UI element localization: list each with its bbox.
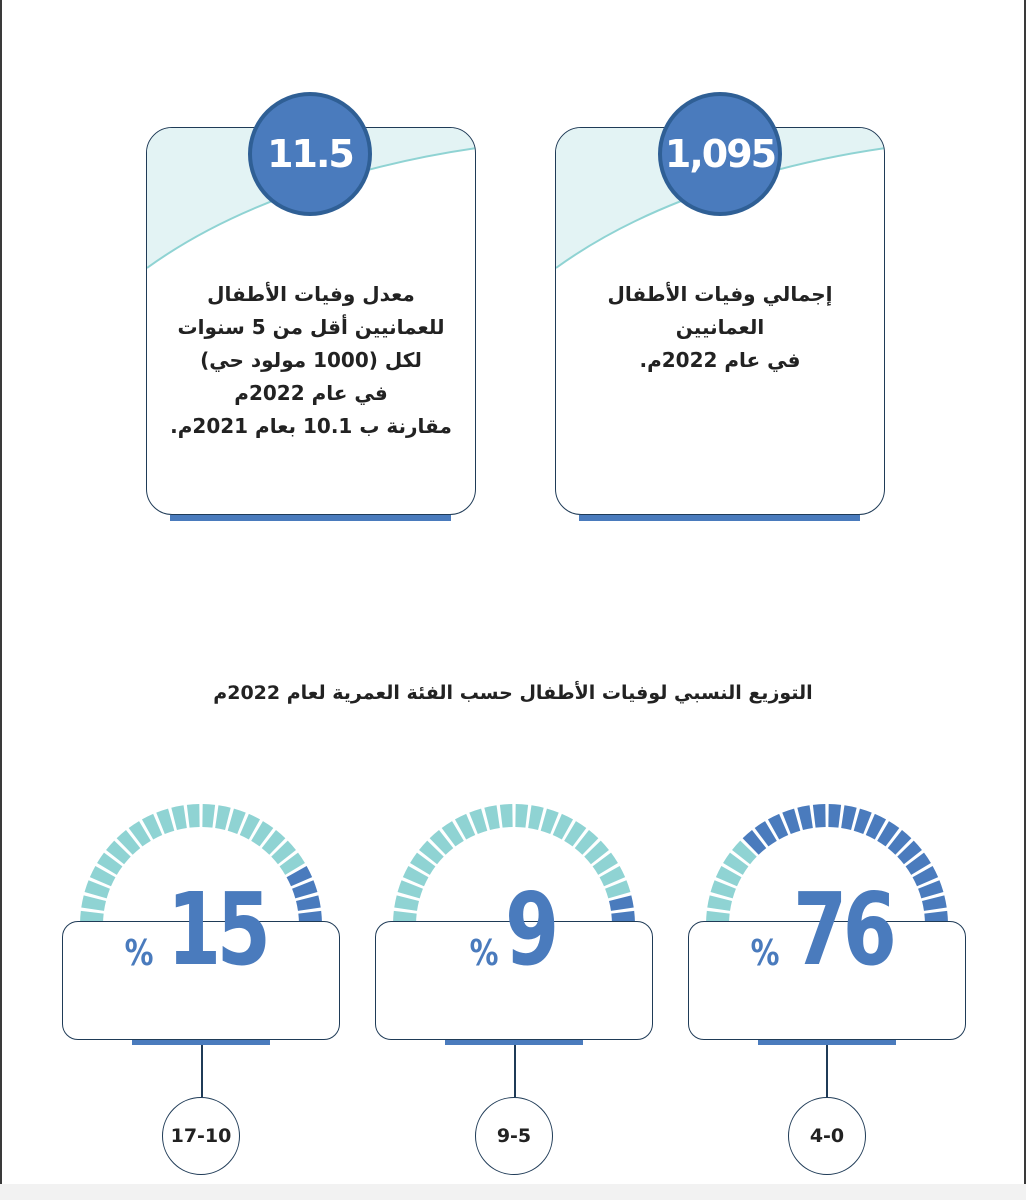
gauge-segment-empty [215,805,231,830]
stat-card-line: في عام 2022م [234,381,388,405]
stat-value: 1,095 [664,132,776,176]
age-group-label [788,1097,866,1175]
age-group-label [475,1097,553,1175]
stat-card-line: معدل وفيات الأطفال [207,282,415,306]
gauge-segment-filled [797,805,813,830]
gauge-value-label: 76 [793,871,893,988]
stat-card-line: إجمالي وفيات الأطفال [607,282,833,306]
chart-title: التوزيع النسبي لوفيات الأطفال حسب الفئة العمرية لعام 2022م [213,682,813,704]
stat-card-line: لكل (1000 مولود حي) [200,348,422,372]
gauge-segment-empty [202,804,215,828]
gauge-segment-filled [828,804,841,828]
stat-card-line: للعمانيين أقل من 5 سنوات [177,315,445,339]
percent-sign: % [124,933,154,974]
gauge-value-label: 9 [505,871,555,988]
stat-value: 11.5 [267,132,353,176]
gauge-segment-empty [484,805,500,830]
stat-card-line: العمانيين [675,315,765,339]
age-group-text: 17-10 [170,1125,232,1147]
percent-sign: % [469,933,499,974]
gauge-stem [201,1045,203,1097]
age-group-text: 9-5 [496,1125,532,1147]
gauge-segment-empty [187,804,200,828]
gauge-value [375,871,653,988]
gauge-stem [514,1045,516,1097]
percent-sign: % [750,933,780,974]
age-group-label [162,1097,240,1175]
stat-card-line: في عام 2022م. [639,348,801,372]
age-group-text: 4-0 [809,1125,845,1147]
gauge-segment-filled [813,804,826,828]
stat-card-line: مقارنة ب 10.1 بعام 2021م. [170,414,452,438]
gauge-segment-empty [171,805,187,830]
gauge-value [62,871,340,988]
gauge-value [688,871,966,988]
gauge-segment-filled [841,805,857,830]
gauge-segment-empty [528,805,544,830]
gauge-segment-empty [515,804,528,828]
gauge-value-label: 15 [167,871,267,988]
gauge-stem [826,1045,828,1097]
gauge-segment-empty [500,804,513,828]
